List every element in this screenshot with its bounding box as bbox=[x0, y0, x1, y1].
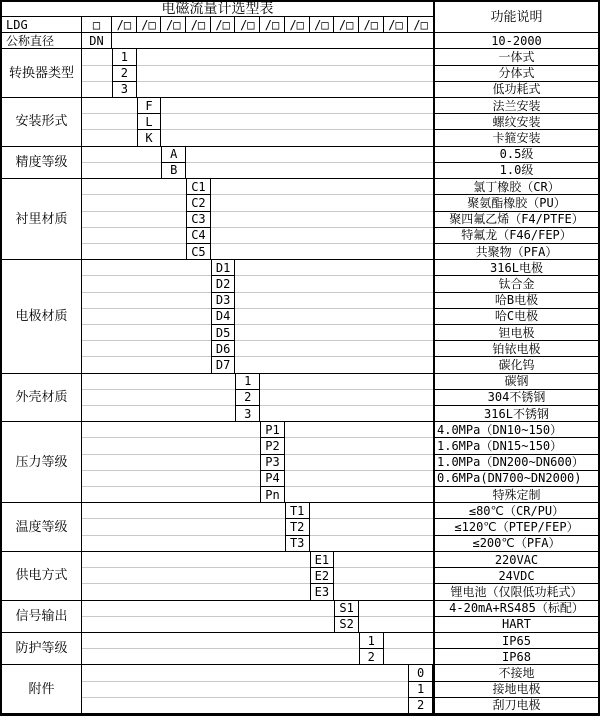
option-code-cell: 1 bbox=[408, 682, 433, 698]
model-slot-cell: /□ bbox=[235, 17, 260, 33]
filler-cell bbox=[82, 390, 235, 406]
option-code-cell: 2 bbox=[112, 66, 137, 82]
filler-cell bbox=[112, 33, 433, 49]
filler-cell bbox=[235, 276, 433, 292]
option-code-cell: 1 bbox=[112, 49, 137, 65]
filler-cell bbox=[82, 536, 285, 552]
filler-cell bbox=[235, 293, 433, 309]
option-desc-cell: ≤80℃（CR/PU） bbox=[433, 503, 598, 519]
option-desc-cell: 锂电池（仅限低功耗式） bbox=[433, 584, 598, 600]
option-code-cell: D6 bbox=[211, 341, 236, 357]
option-code-cell: D5 bbox=[211, 325, 236, 341]
filler-cell bbox=[285, 422, 433, 438]
option-code-cell: P2 bbox=[260, 438, 285, 454]
option-desc-cell: 哈C电极 bbox=[433, 309, 598, 325]
filler-cell bbox=[310, 536, 433, 552]
option-code-cell: D2 bbox=[211, 276, 236, 292]
filler-cell bbox=[285, 438, 433, 454]
model-box-cell: □ bbox=[82, 17, 112, 33]
model-prefix-cell: LDG bbox=[2, 17, 82, 33]
option-desc-cell: 316L不锈钢 bbox=[433, 406, 598, 422]
filler-cell bbox=[137, 66, 433, 82]
option-desc-cell: 卡箍安装 bbox=[433, 130, 598, 146]
filler-cell bbox=[211, 228, 433, 244]
option-code-cell: 3 bbox=[235, 406, 260, 422]
filler-cell bbox=[82, 601, 334, 617]
filler-cell bbox=[82, 309, 211, 325]
option-desc-cell: 4-20mA+RS485（标配） bbox=[433, 601, 598, 617]
filler-cell bbox=[235, 325, 433, 341]
filler-cell bbox=[82, 325, 211, 341]
filler-cell bbox=[82, 49, 112, 65]
model-slot-cell: /□ bbox=[285, 17, 310, 33]
filler-cell bbox=[82, 519, 285, 535]
filler-cell bbox=[285, 487, 433, 503]
option-desc-cell: 刮刀电极 bbox=[433, 698, 598, 714]
filler-cell bbox=[359, 617, 433, 633]
option-code-cell: C2 bbox=[186, 195, 211, 211]
filler-cell bbox=[82, 471, 260, 487]
filler-cell bbox=[137, 82, 433, 98]
option-code-cell: D4 bbox=[211, 309, 236, 325]
option-desc-cell: 316L电极 bbox=[433, 260, 598, 276]
section-label: 压力等级 bbox=[2, 422, 82, 503]
filler-cell bbox=[334, 584, 433, 600]
filler-cell bbox=[82, 293, 211, 309]
filler-cell bbox=[359, 601, 433, 617]
filler-cell bbox=[82, 163, 161, 179]
option-code-cell: 1 bbox=[359, 633, 384, 649]
filler-cell bbox=[82, 276, 211, 292]
model-slot-cell: /□ bbox=[211, 17, 236, 33]
option-code-cell: S2 bbox=[334, 617, 359, 633]
option-desc-cell: IP65 bbox=[433, 633, 598, 649]
filler-cell bbox=[235, 309, 433, 325]
filler-cell bbox=[82, 114, 137, 130]
filler-cell bbox=[137, 49, 433, 65]
filler-cell bbox=[310, 503, 433, 519]
filler-cell bbox=[235, 357, 433, 373]
option-desc-cell: 聚四氟乙烯（F4/PTFE） bbox=[433, 212, 598, 228]
option-code-cell: L bbox=[137, 114, 162, 130]
filler-cell bbox=[211, 195, 433, 211]
model-slot-cell: /□ bbox=[408, 17, 433, 33]
section-label: 衬里材质 bbox=[2, 179, 82, 260]
option-code-cell: B bbox=[161, 163, 186, 179]
filler-cell bbox=[82, 682, 408, 698]
filler-cell bbox=[82, 649, 359, 665]
option-code-cell: C4 bbox=[186, 228, 211, 244]
filler-cell bbox=[186, 163, 433, 179]
table-title: 电磁流量计选型表 bbox=[2, 2, 433, 17]
filler-cell bbox=[285, 455, 433, 471]
filler-cell bbox=[82, 487, 260, 503]
filler-cell bbox=[82, 228, 186, 244]
option-desc-cell: 一体式 bbox=[433, 49, 598, 65]
section-label: 信号输出 bbox=[2, 601, 82, 633]
filler-cell bbox=[82, 195, 186, 211]
filler-cell bbox=[161, 98, 433, 114]
option-desc-cell: 4.0MPa（DN10~150） bbox=[433, 422, 598, 438]
filler-cell bbox=[82, 212, 186, 228]
option-desc-cell: 碳化钨 bbox=[433, 357, 598, 373]
option-desc-cell: 碳钢 bbox=[433, 374, 598, 390]
option-desc-cell: 氯丁橡胶（CR） bbox=[433, 179, 598, 195]
filler-cell bbox=[82, 147, 161, 163]
model-slot-cell: /□ bbox=[137, 17, 162, 33]
option-desc-cell: 钽电极 bbox=[433, 325, 598, 341]
filler-cell bbox=[82, 179, 186, 195]
option-code-cell: T2 bbox=[285, 519, 310, 535]
filler-cell bbox=[82, 584, 310, 600]
filler-cell bbox=[82, 568, 310, 584]
filler-cell bbox=[82, 698, 408, 714]
filler-cell bbox=[186, 147, 433, 163]
option-code-cell: C1 bbox=[186, 179, 211, 195]
option-desc-cell: 螺纹安装 bbox=[433, 114, 598, 130]
filler-cell bbox=[82, 633, 359, 649]
filler-cell bbox=[82, 665, 408, 681]
filler-cell bbox=[82, 552, 310, 568]
section-label: 防护等级 bbox=[2, 633, 82, 665]
option-code-cell: K bbox=[137, 130, 162, 146]
option-desc-cell: 共聚物（PFA） bbox=[433, 244, 598, 260]
filler-cell bbox=[82, 357, 211, 373]
option-code-cell: P1 bbox=[260, 422, 285, 438]
option-desc-cell: 1.0级 bbox=[433, 163, 598, 179]
model-slot-cell: /□ bbox=[359, 17, 384, 33]
option-desc-cell: 1.0MPa（DN200~DN600） bbox=[433, 455, 598, 471]
filler-cell bbox=[334, 552, 433, 568]
option-desc-cell: 304不锈钢 bbox=[433, 390, 598, 406]
model-slot-cell: /□ bbox=[384, 17, 409, 33]
option-code-cell: 2 bbox=[235, 390, 260, 406]
section-label: 附件 bbox=[2, 665, 82, 714]
option-desc-cell: 0.5级 bbox=[433, 147, 598, 163]
option-code-cell: C5 bbox=[186, 244, 211, 260]
diameter-code-cell: DN bbox=[82, 33, 112, 49]
option-desc-cell: ≤120℃（PTEP/FEP） bbox=[433, 519, 598, 535]
option-code-cell: D3 bbox=[211, 293, 236, 309]
option-code-cell: E1 bbox=[310, 552, 335, 568]
section-label: 电极材质 bbox=[2, 260, 82, 373]
option-code-cell: D1 bbox=[211, 260, 236, 276]
option-desc-cell: 分体式 bbox=[433, 66, 598, 82]
option-code-cell: D7 bbox=[211, 357, 236, 373]
option-desc-cell: 铂铱电极 bbox=[433, 341, 598, 357]
filler-cell bbox=[211, 212, 433, 228]
option-code-cell: T1 bbox=[285, 503, 310, 519]
filler-cell bbox=[285, 471, 433, 487]
filler-cell bbox=[82, 66, 112, 82]
filler-cell bbox=[334, 568, 433, 584]
filler-cell bbox=[82, 438, 260, 454]
option-code-cell: 3 bbox=[112, 82, 137, 98]
section-label: 外壳材质 bbox=[2, 374, 82, 423]
option-code-cell: S1 bbox=[334, 601, 359, 617]
filler-cell bbox=[384, 633, 433, 649]
diameter-desc-cell: 10-2000 bbox=[433, 33, 598, 49]
filler-cell bbox=[82, 260, 211, 276]
option-code-cell: 1 bbox=[235, 374, 260, 390]
filler-cell bbox=[82, 617, 334, 633]
option-desc-cell: 低功耗式 bbox=[433, 82, 598, 98]
option-code-cell: E2 bbox=[310, 568, 335, 584]
model-slot-cell: /□ bbox=[260, 17, 285, 33]
filler-cell bbox=[82, 406, 235, 422]
option-code-cell: 2 bbox=[359, 649, 384, 665]
filler-cell bbox=[235, 341, 433, 357]
option-desc-cell: ≤200℃（PFA） bbox=[433, 536, 598, 552]
option-desc-cell: 钛合金 bbox=[433, 276, 598, 292]
option-code-cell: 2 bbox=[408, 698, 433, 714]
diameter-label: 公称直径 bbox=[2, 33, 82, 49]
model-slot-cell: /□ bbox=[310, 17, 335, 33]
option-code-cell: C3 bbox=[186, 212, 211, 228]
filler-cell bbox=[82, 422, 260, 438]
filler-cell bbox=[161, 114, 433, 130]
option-desc-cell: 法兰安装 bbox=[433, 98, 598, 114]
model-slot-cell: /□ bbox=[112, 17, 137, 33]
filler-cell bbox=[82, 341, 211, 357]
filler-cell bbox=[260, 374, 433, 390]
option-desc-cell: 特殊定制 bbox=[433, 487, 598, 503]
option-desc-cell: 特氟龙（F46/FEP） bbox=[433, 228, 598, 244]
section-label: 精度等级 bbox=[2, 147, 82, 179]
model-slot-cell: /□ bbox=[334, 17, 359, 33]
filler-cell bbox=[82, 98, 137, 114]
option-code-cell: 0 bbox=[408, 665, 433, 681]
filler-cell bbox=[82, 130, 137, 146]
filler-cell bbox=[82, 244, 186, 260]
filler-cell bbox=[260, 406, 433, 422]
option-code-cell: Pn bbox=[260, 487, 285, 503]
filler-cell bbox=[310, 519, 433, 535]
filler-cell bbox=[82, 374, 235, 390]
model-slot-cell: /□ bbox=[186, 17, 211, 33]
filler-cell bbox=[161, 130, 433, 146]
option-desc-cell: 哈B电极 bbox=[433, 293, 598, 309]
filler-cell bbox=[211, 244, 433, 260]
filler-cell bbox=[260, 390, 433, 406]
section-label: 供电方式 bbox=[2, 552, 82, 601]
option-code-cell: P4 bbox=[260, 471, 285, 487]
model-slot-cell: /□ bbox=[161, 17, 186, 33]
section-label: 转换器类型 bbox=[2, 49, 82, 98]
option-desc-cell: 接地电极 bbox=[433, 682, 598, 698]
section-label: 温度等级 bbox=[2, 503, 82, 552]
filler-cell bbox=[82, 503, 285, 519]
option-code-cell: E3 bbox=[310, 584, 335, 600]
option-code-cell: A bbox=[161, 147, 186, 163]
section-label: 安装形式 bbox=[2, 98, 82, 147]
option-desc-cell: 0.6MPa(DN700~DN2000) bbox=[433, 471, 598, 487]
option-desc-cell: 24VDC bbox=[433, 568, 598, 584]
option-desc-cell: 不接地 bbox=[433, 665, 598, 681]
filler-cell bbox=[211, 179, 433, 195]
option-code-cell: P3 bbox=[260, 455, 285, 471]
desc-column-header: 功能说明 bbox=[433, 2, 598, 33]
option-desc-cell: 聚氨酯橡胶（PU） bbox=[433, 195, 598, 211]
option-desc-cell: IP68 bbox=[433, 649, 598, 665]
option-code-cell: T3 bbox=[285, 536, 310, 552]
option-desc-cell: 220VAC bbox=[433, 552, 598, 568]
filler-cell bbox=[82, 82, 112, 98]
option-desc-cell: 1.6MPa（DN15~150） bbox=[433, 438, 598, 454]
option-code-cell: F bbox=[137, 98, 162, 114]
filler-cell bbox=[235, 260, 433, 276]
filler-cell bbox=[82, 455, 260, 471]
option-desc-cell: HART bbox=[433, 617, 598, 633]
filler-cell bbox=[384, 649, 433, 665]
